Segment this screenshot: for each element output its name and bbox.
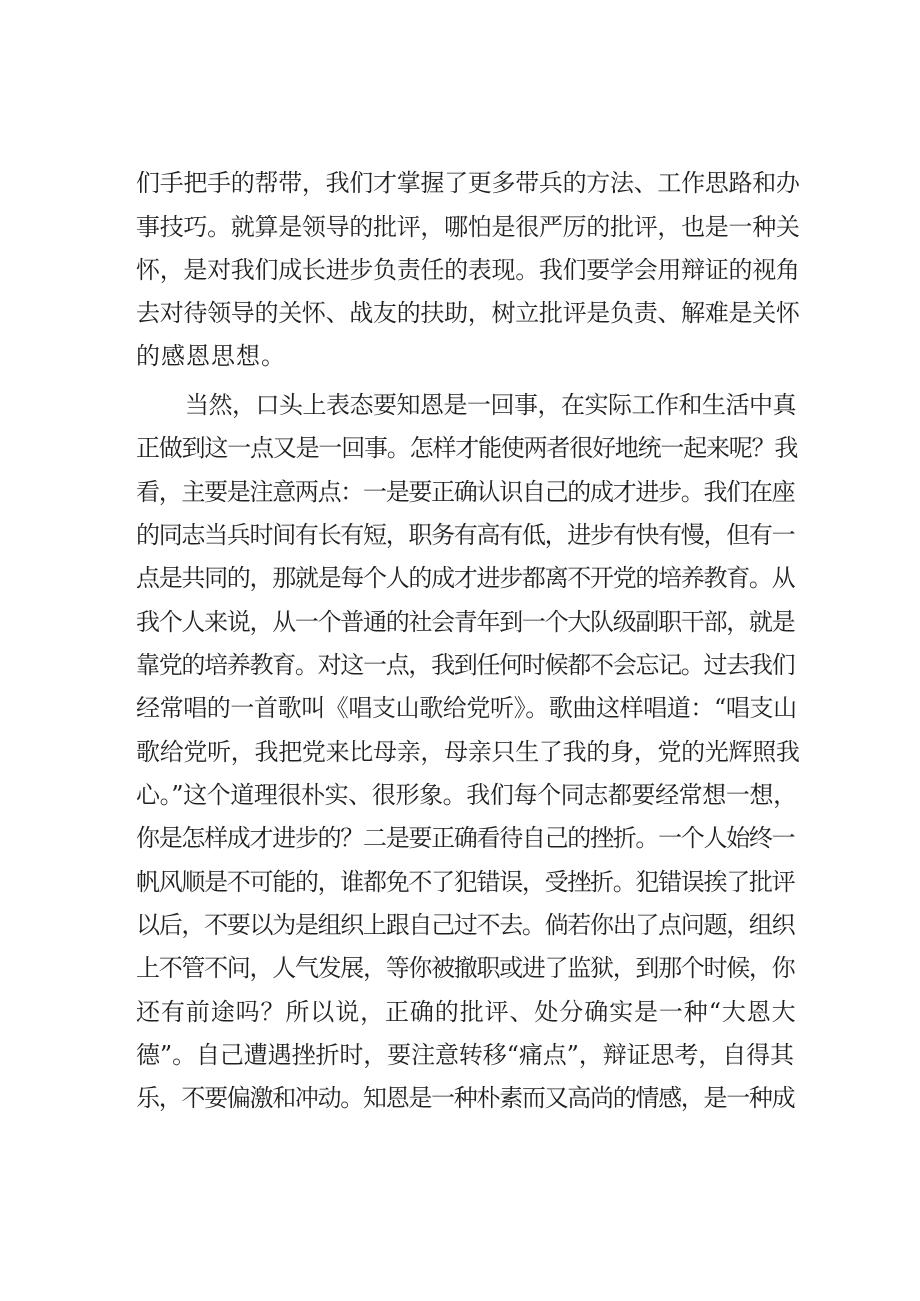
paragraph-2-line-11: 你是怎样成才进步的？二是要正确看待自己的挫折。一个人始终一 (136, 824, 795, 852)
paragraph-2-line-10: 心。”这个道理很朴实、很形象。我们每个同志都要经常想一想， (136, 781, 797, 809)
paragraph-2-line-2: 正做到这一点又是一回事。怎样才能使两者很好地统一起来呢？我 (136, 434, 798, 462)
paragraph-2-line-5: 点是共同的，那就是每个人的成才进步都离不开党的培养教育。从 (136, 564, 795, 592)
paragraph-2-line-12: 帆风顺是不可能的，谁都免不了犯错误，受挫折。犯错误挨了批评 (136, 868, 795, 896)
paragraph-1-line-5: 的感恩思想。 (136, 342, 286, 370)
paragraph-2-line-13: 以后，不要以为是组织上跟自己过不去。倘若你出了点问题，组织 (136, 911, 795, 939)
paragraph-2-line-4: 的同志当兵时间有长有短，职务有高有低，进步有快有慢，但有一 (136, 521, 795, 549)
paragraph-2-line-8: 经常唱的一首歌叫《唱支山歌给党听》。歌曲这样唱道：“唱支山 (136, 694, 797, 722)
paragraph-1-line-2: 事技巧。就算是领导的批评，哪怕是很严厉的批评，也是一种关 (136, 213, 800, 241)
paragraph-2-line-7: 靠党的培养教育。对这一点，我到任何时候都不会忘记。过去我们 (136, 651, 795, 679)
paragraph-1-line-1: 们手把手的帮带，我们才掌握了更多带兵的方法、工作思路和办 (136, 169, 800, 197)
paragraph-2-line-6: 我个人来说，从一个普通的社会青年到一个大队级副职干部，就是 (136, 608, 795, 636)
paragraph-2-line-15: 还有前途吗？所以说，正确的批评、处分确实是一种“大恩大 (136, 998, 797, 1026)
paragraph-2-line-1: 当然，口头上表态要知恩是一回事，在实际工作和生活中真 (185, 391, 796, 419)
paragraph-2-line-16: 德”。自己遭遇挫折时，要注意转移“痛点”，辩证思考，自得其 (136, 1041, 794, 1069)
paragraph-2-line-3: 看，主要是注意两点：一是要正确认识自己的成才进步。我们在座 (136, 478, 795, 506)
paragraph-2-line-14: 上不管不问，人气发展，等你被撤职或进了监狱，到那个时候，你 (136, 954, 795, 982)
paragraph-2-line-17: 乐，不要偏激和冲动。知恩是一种朴素而又高尚的情感，是一种成 (136, 1084, 795, 1112)
paragraph-1-line-3: 怀，是对我们成长进步负责任的表现。我们要学会用辩证的视角 (136, 256, 800, 284)
paragraph-2-line-9: 歌给党听，我把党来比母亲，母亲只生了我的身，党的光辉照我 (136, 738, 800, 766)
paragraph-1-line-4: 去对待领导的关怀、战友的扶助，树立批评是负责、解难是关怀 (136, 299, 800, 327)
